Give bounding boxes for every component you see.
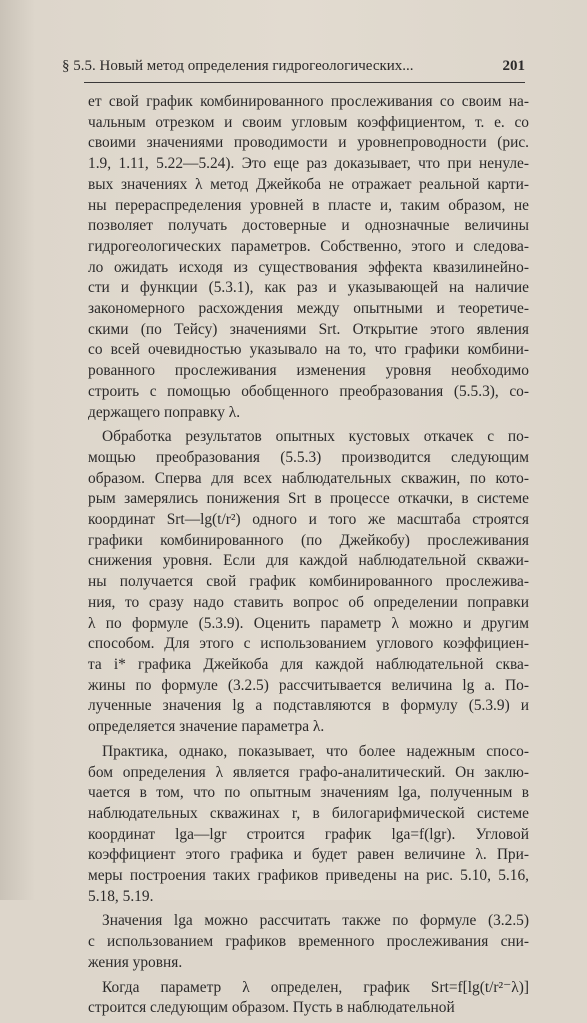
text-line: жины по формуле (3.2.5) рассчитывается величина lg a. По-: [88, 676, 529, 694]
text-line: гидрогеологических параметров. Собственно, этого и следова-: [88, 237, 529, 255]
text-line: рованного прослеживания изменения уровня необходимо: [88, 362, 529, 380]
text-line: меры построения таких графиков приведены на рис. 5.10, 5.16,: [88, 867, 529, 885]
text-line: с использованием графиков временного прослеживания сни-: [88, 933, 529, 951]
text-line: определяется значение параметра λ.: [88, 718, 325, 736]
text-line: 1.9, 1.11, 5.22—5.24). Это еще раз доказывает, что при ненуле-: [88, 155, 529, 173]
header-rule: [84, 82, 525, 83]
paragraph: [88, 911, 529, 973]
running-header: [62, 58, 525, 80]
paragraph: [88, 92, 529, 423]
text-line: способом. Для этого с использованием углового коэффициен-: [88, 635, 529, 653]
text-line: образом. Сперва для всех наблюдательных скважин, по кото-: [88, 469, 529, 487]
text-line: держащего поправку λ.: [88, 403, 241, 421]
text-line: ны получается свой график комбинированного прослежива-: [88, 573, 529, 591]
paragraph: [88, 427, 529, 738]
text-line: сти и функции (5.3.1), как раз и указывающей на наличие: [88, 279, 529, 297]
page-number: 201: [502, 58, 525, 74]
text-line: своими значениями проводимости и уровнепроводности (рис.: [88, 134, 529, 152]
text-line: ны перераспределения уровней в пласте и, таким образом, не: [88, 196, 529, 214]
text-line: бом определения λ является графо-аналитический. Он заклю-: [88, 763, 529, 781]
text-line: жения уровня.: [88, 953, 183, 971]
text-line: Когда параметр λ определен, график Srt=f[lg(t/r²⁻λ)]: [102, 978, 529, 996]
text-line: коэффициент этого графика и будет равен величине λ. При-: [88, 846, 529, 864]
text-line: позволяет получать достоверные и однозначные величины: [88, 217, 529, 235]
paragraph: [88, 978, 529, 1019]
text-line: ет свой график комбинированного прослеживания со своим на-: [88, 93, 529, 110]
text-line: Практика, однако, показывает, что более надежным спосо-: [102, 742, 529, 760]
text-line: лученные значения lg a подставляются в формулу (5.3.9) и: [88, 697, 529, 715]
text-line: рым замерялись понижения Srt в процессе откачки, в системе: [88, 490, 529, 508]
text-line: λ по формуле (5.3.9). Оценить параметр λ можно и другим: [88, 614, 529, 632]
text-line: закономерного расхождения между опытными и теоретиче-: [88, 300, 529, 318]
text-line: графики комбинированного (по Джейкобу) прослеживания: [88, 531, 529, 549]
text-line: вых значениях λ метод Джейкоба не отражает реальной карти-: [88, 175, 529, 193]
text-line: чается в том, что по опытным значениям lga, полученным в: [88, 784, 529, 802]
text-line: координат Srt—lg(t/r²) одного и того же масштаба строятся: [88, 511, 529, 529]
running-title: § 5.5. Новый метод определения гидрогеологических...: [62, 58, 414, 74]
text-line: координат lga—lgr строится график lga=f(lgr). Угловой: [88, 825, 529, 843]
text-line: 5.18, 5.19.: [88, 887, 154, 905]
text-line: наблюдательных скважинах r, в билогарифмической системе: [88, 804, 529, 822]
body-text: [88, 92, 529, 1023]
text-line: ло ожидать исходя из существования эффекта квазилинейно-: [88, 258, 529, 276]
text-line: мощью преобразования (5.5.3) производится следующим: [88, 448, 529, 466]
paragraph: [88, 742, 529, 908]
text-line: Значения lga можно рассчитать также по формуле (3.2.5): [102, 912, 529, 930]
text-line: Обработка результатов опытных кустовых откачек с по-: [102, 428, 529, 446]
text-line: чальным отрезком и своим угловым коэффициентом, т. е. со: [88, 113, 529, 131]
text-line: со всей очевидностью указывало на то, что графики комбини-: [88, 341, 529, 359]
text-line: скими (по Тейсу) значениями Srt. Открытие этого явления: [88, 320, 529, 338]
text-line: ния, то сразу надо ставить вопрос об определении поправки: [88, 593, 529, 611]
text-line: строится следующим образом. Пусть в наблюдательной: [88, 999, 455, 1017]
text-line: строить с помощью обобщенного преобразования (5.5.3), со-: [88, 382, 529, 400]
text-line: снижения уровня. Если для каждой наблюдательной скважи-: [88, 552, 529, 570]
text-line: та i* графика Джейкоба для каждой наблюдательной сква-: [88, 655, 529, 673]
